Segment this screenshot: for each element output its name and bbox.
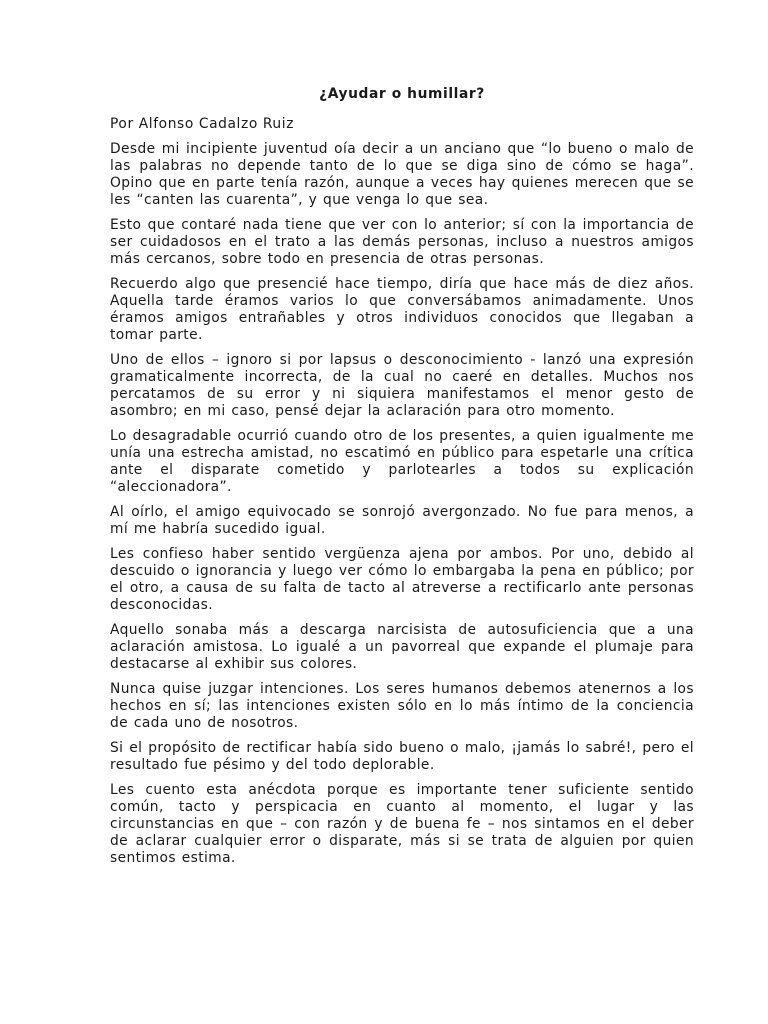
paragraph: Les confieso haber sentido vergüenza ajena por ambos. Por uno, debido al descuido o ignorancia y luego ver cómo lo embargaba la pena en público; por el otro, a causa de su falta de tacto al atreverse a rectificarlo ante personas desconocidas. [110,546,694,613]
document-author: Por Alfonso Cadalzo Ruiz [110,116,295,132]
paragraph: Lo desagradable ocurrió cuando otro de los presentes, a quien igualmente me unía una estrecha amistad, no escatimó en público para espetarle una crítica ante el disparate cometido y parlotearles a todos su explicación “aleccionadora”. [110,428,694,495]
document-title: ¿Ayudar o humillar? [319,86,485,102]
paragraph: Les cuento esta anécdota porque es importante tener suficiente sentido común, tacto y perspicacia en cuanto al momento, el lugar y las circunstancias en que – con razón y de buena fe – nos sintamos en el deber de aclarar cualquier error o disparate, más si se trata de alguien por quien sentimos estima. [110,782,694,866]
paragraph: Recuerdo algo que presencié hace tiempo, diría que hace más de diez años. Aquella tarde éramos varios lo que conversábamos animadamente. Unos éramos amigos entrañables y otros individuos conocidos que llegaban a tomar parte. [110,276,694,343]
paragraph: Desde mi incipiente juventud oía decir a un anciano que “lo bueno o malo de las palabras no depende tanto de lo que se diga sino de cómo se haga”. Opino que en parte tenía razón, aunque a veces hay quienes merecen que se les “canten las cuarenta”, y que venga lo que sea. [110,141,694,208]
paragraph: Esto que contaré nada tiene que ver con lo anterior; sí con la importancia de ser cuidadosos en el trato a las demás personas, incluso a nuestros amigos más cercanos, sobre todo en presencia de otras personas. [110,217,694,267]
paragraph: Si el propósito de rectificar había sido bueno o malo, ¡jamás lo sabré!, pero el resultado fue pésimo y del todo deplorable. [110,740,694,773]
paragraph: Nunca quise juzgar intenciones. Los seres humanos debemos atenernos a los hechos en sí; las intenciones existen sólo en lo más íntimo de la conciencia de cada uno de nosotros. [110,681,694,731]
document-page [110,86,694,875]
paragraph: Aquello sonaba más a descarga narcisista de autosuficiencia que a una aclaración amistosa. Lo igualé a un pavorreal que expande el plumaje para destacarse al exhibir sus colores. [110,622,694,672]
paragraph: Al oírlo, el amigo equivocado se sonrojó avergonzado. No fue para menos, a mí me habría sucedido igual. [110,504,694,537]
paragraph: Uno de ellos – ignoro si por lapsus o desconocimiento - lanzó una expresión gramaticalmente incorrecta, de la cual no caeré en detalles. Muchos nos percatamos de su error y ni siquiera manifestamos el menor gesto de asombro; en mi caso, pensé dejar la aclaración para otro momento. [110,352,694,419]
